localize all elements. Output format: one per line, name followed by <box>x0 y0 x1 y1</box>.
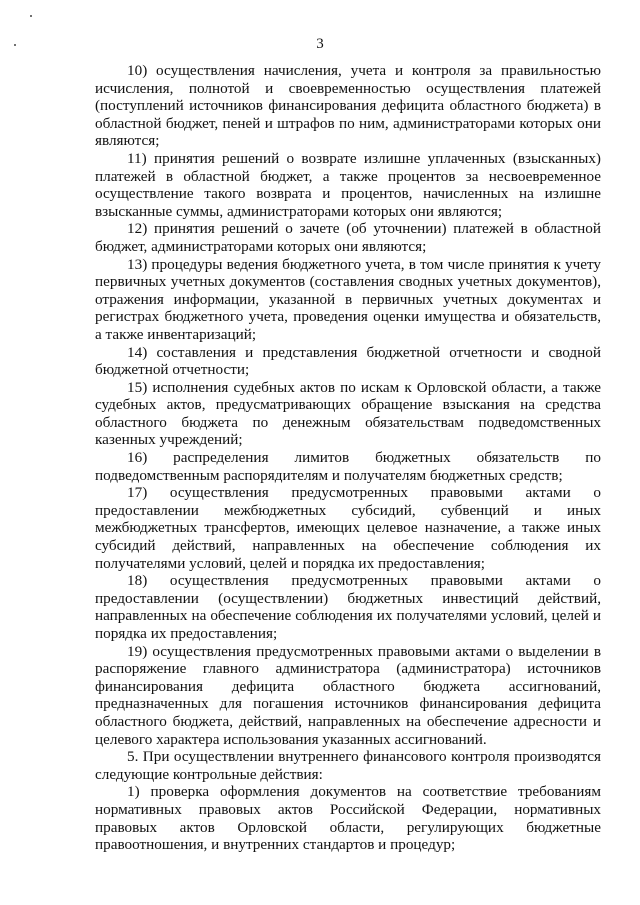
text-line: правоотношения, и внутренних стандартов и процедур; <box>95 836 456 854</box>
text-line: областного бюджета по денежным обязательствам подведомственных <box>95 413 601 431</box>
text-line: следующие контрольные действия: <box>95 765 323 783</box>
text-line: областной бюджет, пеней и штрафов по ним, администраторами которых они <box>95 114 601 132</box>
text-line: 1) проверка оформления документов на соответствие требованиям <box>127 783 601 801</box>
document-body <box>95 62 601 854</box>
text-line: получателями условий, целей и порядка их предоставления; <box>95 554 485 572</box>
text-line: распоряжение главного администратора (администратора) источников <box>95 660 601 678</box>
text-line: 19) осуществления предусмотренных правовыми актами о выделении в <box>127 642 601 660</box>
text-line: осуществление такого возврата и процентов, начисленных на излишне <box>95 185 601 203</box>
text-line: целевого характера использования указанных ассигнований. <box>95 730 487 748</box>
text-line: межбюджетных трансфертов, имеющих целевое назначение, а также иных <box>95 519 601 537</box>
text-line: предоставлении межбюджетных субсидий, субвенций и иных <box>95 501 601 519</box>
text-line: регистрах бюджетного учета, проведения оценки имущества и обязательств, <box>95 308 601 326</box>
text-line: 5. При осуществлении внутреннего финансового контроля производятся <box>127 748 601 766</box>
text-line: 14) составления и представления бюджетной отчетности и сводной <box>127 343 601 361</box>
text-line: 10) осуществления начисления, учета и контроля за правильностью <box>127 62 601 79</box>
text-line: первичных учетных документов (составления сводных учетных документов), <box>95 273 601 291</box>
text-line: 15) исполнения судебных актов по искам к Орловской области, а также <box>127 378 601 396</box>
text-line: являются; <box>95 132 160 150</box>
text-line: 11) принятия решений о возврате излишне уплаченных (взысканных) <box>127 149 601 167</box>
text-line: направленных на обеспечение соблюдения их получателями условий, целей и <box>95 607 601 625</box>
text-line: отражения информации, указанной в первичных учетных документах и <box>95 290 601 308</box>
text-line: областного бюджета, действий, направленных на обеспечение адресности и <box>95 712 601 730</box>
text-line: бюджетной отчетности; <box>95 361 250 379</box>
text-line: платежей в областной бюджет, а также процентов за несвоевременное <box>95 167 601 185</box>
text-line: 16) распределения лимитов бюджетных обязательств по <box>127 449 601 467</box>
text-line: предоставлении (осуществлении) бюджетных инвестиций действий, <box>95 589 601 607</box>
text-line: предназначенных для погашения источников финансирования дефицита <box>95 695 601 713</box>
text-line: правовых актов Орловской области, регулирующих бюджетные <box>95 818 601 836</box>
text-line: 17) осуществления предусмотренных правовыми актами о <box>127 484 601 502</box>
text-line: порядка их предоставления; <box>95 625 278 642</box>
page-number: 3 <box>316 36 324 52</box>
text-line: подведомственным распорядителям и получателям бюджетных средств; <box>95 466 563 484</box>
text-line: 18) осуществления предусмотренных правовыми актами о <box>127 572 601 590</box>
text-line: 13) процедуры ведения бюджетного учета, в том числе принятия к учету <box>127 255 601 273</box>
text-line: 12) принятия решений о зачете (об уточнении) платежей в областной <box>127 220 601 238</box>
text-line: судебных актов, предусматривающих обращение взыскания на средства <box>95 396 601 414</box>
text-line: а также инвентаризаций; <box>95 325 257 343</box>
text-line: финансирования дефицита областного бюджета ассигнований, <box>95 677 601 695</box>
text-line: нормативных правовых актов Российской Федерации, нормативных <box>95 800 601 818</box>
text-line: (поступлений источников финансирования дефицита областного бюджета) в <box>95 97 601 115</box>
text-line: взысканные суммы, администраторами которых они являются; <box>95 202 503 220</box>
text-line: исчисления, полнотой и своевременностью осуществления платежей <box>95 79 601 97</box>
text-line: казенных учреждений; <box>95 431 243 449</box>
scan-speck <box>30 15 32 17</box>
text-line: бюджет, администраторами которых они являются; <box>95 237 427 255</box>
text-line: субсидий действий, направленных на обеспечение соблюдения их <box>95 537 601 555</box>
